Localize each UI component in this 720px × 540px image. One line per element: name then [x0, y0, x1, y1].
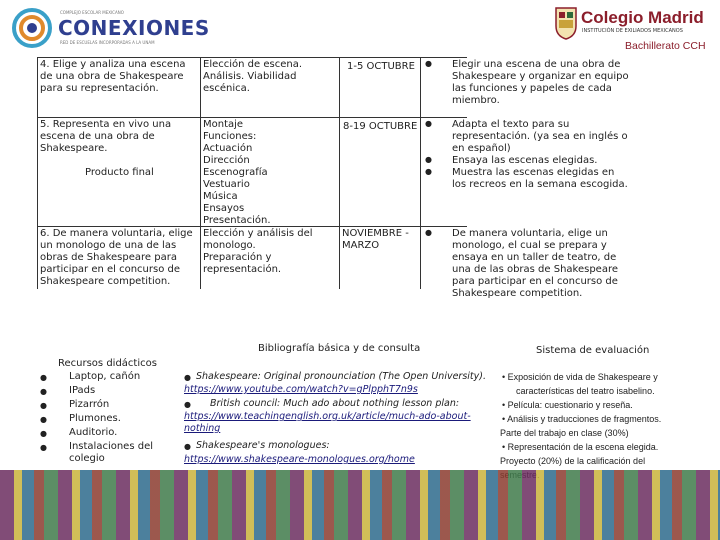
resource-item: Plumones. — [69, 413, 121, 424]
resource-item: IPads — [69, 385, 96, 396]
bullet-icon: ● — [40, 387, 47, 396]
row1-activity: 4. Elige y analiza una escena de una obra de Shakespeare para su representación. — [40, 59, 186, 94]
table-rule — [37, 57, 467, 58]
bullet-icon: ● — [425, 119, 432, 128]
bullet-icon: ● — [425, 155, 432, 164]
row3-activity: 6. De manera voluntaria, elige un monologo de una de las obras de Shakespeare para participar en el concurso de Shakespeare competition. — [40, 228, 193, 287]
school-institution: INSTITUCIÓN DE EXILIADOS MEXICANOS — [582, 28, 683, 34]
resource-item: Auditorio. — [69, 427, 118, 438]
row2-final-product: Producto final — [85, 167, 154, 178]
table-rule — [37, 57, 38, 289]
bullet-icon: ● — [184, 400, 191, 409]
school-name: Colegio Madrid — [581, 8, 704, 27]
bullet-icon: ● — [40, 373, 47, 382]
table-rule — [37, 117, 467, 118]
bib-entry-2: British council: Much ado about nothing lesson plan: — [210, 398, 460, 409]
bibliography-title: Bibliografía básica y de consulta — [258, 343, 421, 354]
resource-item: Instalaciones del colegio — [69, 441, 154, 464]
table-rule — [200, 57, 201, 289]
row1-task: Elegir una escena de una obra de Shakespeare y organizar en equipo las funciones y papeles de cada miembro. — [452, 59, 629, 106]
evaluation-line: Proyecto (20%) de la calificación del — [500, 456, 646, 466]
row3-task: De manera voluntaria, elige un monologo, el cual se prepara y ensaya en un taller de teatro, de una de las obras de Shakespeare para participar en el concurso de Shakespeare competition. — [452, 228, 619, 299]
row1-date: 1-5 OCTUBRE — [347, 61, 415, 72]
resource-item: Laptop, cañón — [69, 371, 141, 382]
row3-date: NOVIEMBRE - MARZO — [342, 228, 409, 251]
bib-link-2[interactable]: https://www.teachingenglish.org.uk/article/much-ado-about-nothing — [184, 411, 471, 434]
logo-tagline: COMPLEJO ESCOLAR MEXICANO — [60, 10, 124, 15]
bib-entry-3: Shakespeare's monologues: — [196, 440, 330, 451]
row2-task-2: Ensaya las escenas elegidas. — [452, 155, 598, 166]
bullet-icon: ● — [40, 443, 47, 452]
bullet-icon: ● — [425, 59, 432, 68]
logo-subline: RED DE ESCUELAS INCORPORADAS A LA UNAM — [60, 40, 155, 45]
bullet-icon: ● — [425, 228, 432, 237]
row2-activity: 5. Representa en vivo una escena de una obra de Shakespeare. — [40, 119, 172, 154]
resource-item: Pizarrón — [69, 399, 110, 410]
row3-content: Elección y análisis del monologo. Preparación y representación. — [203, 228, 313, 275]
evaluation-line: Parte del trabajo en clase (30%) — [500, 428, 629, 438]
school-campus: Bachillerato CCH — [625, 40, 706, 52]
bib-link-3[interactable]: https://www.shakespeare-monologues.org/home — [184, 454, 415, 465]
resources-title: Recursos didácticos — [58, 358, 157, 369]
evaluation-title: Sistema de evaluación — [536, 345, 650, 356]
conexiones-logo — [8, 6, 210, 50]
bullet-icon: ● — [425, 167, 432, 176]
conexiones-emblem-icon — [12, 8, 52, 48]
row2-task-3: Muestra las escenas elegidas en los recreos en la semana escogida. — [452, 167, 628, 190]
evaluation-line: • Análisis y traducciones de fragmentos. — [502, 414, 662, 424]
row1-content: Elección de escena. Análisis. Viabilidad escénica. — [203, 59, 302, 94]
colegio-madrid-logo — [555, 4, 715, 56]
bib-link-1[interactable]: https://www.youtube.com/watch?v=gPlpphT7n9s — [184, 384, 418, 395]
evaluation-line: • Representación de la escena elegida. — [502, 442, 659, 452]
bullet-icon: ● — [40, 415, 47, 424]
evaluation-line: • Exposición de vida de Shakespeare y — [502, 372, 658, 382]
crest-icon — [555, 6, 577, 40]
evaluation-line: características del teatro isabelino. — [516, 386, 655, 396]
table-rule — [420, 57, 421, 289]
row2-task-1: Adapta el texto para su representación. (ya sea en inglés o en español) — [452, 119, 628, 154]
bullet-icon: ● — [184, 442, 191, 451]
row2-date: 8-19 OCTUBRE — [343, 121, 418, 132]
logo-wordmark: CONEXIONES — [58, 16, 210, 40]
decorative-banner — [0, 470, 720, 540]
bullet-icon: ● — [40, 429, 47, 438]
table-rule — [339, 57, 340, 289]
bullet-icon: ● — [40, 401, 47, 410]
bullet-icon: ● — [184, 373, 191, 382]
row2-content: Montaje Funciones: Actuación Dirección Escenografía Vestuario Música Ensayos Presentación. — [203, 119, 271, 226]
evaluation-line: • Película: cuestionario y reseña. — [502, 400, 633, 410]
bib-entry-1: Shakespeare: Original pronounciation (The Open University). — [196, 371, 486, 382]
